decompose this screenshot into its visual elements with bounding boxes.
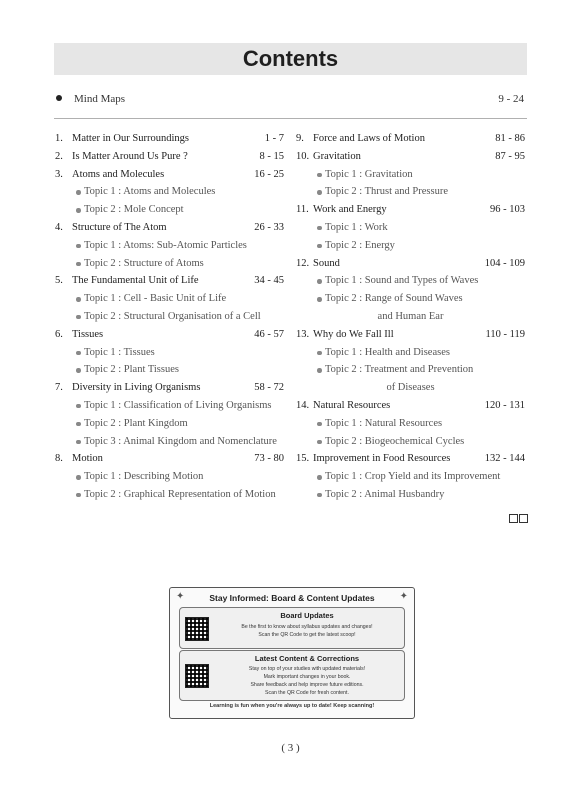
topic-title[interactable]: Topic 1 : Gravitation [325, 168, 413, 180]
board-updates-heading: Board Updates [280, 611, 334, 620]
bullet-icon [76, 440, 81, 445]
latest-content-heading: Latest Content & Corrections [254, 654, 360, 663]
chapter-pages: 8 - 15 [259, 150, 284, 162]
bullet-icon [76, 315, 81, 320]
chapter-number: 13. [296, 328, 310, 340]
bullet-icon [76, 244, 81, 249]
chapter-title[interactable]: Diversity in Living Organisms [72, 382, 201, 394]
chapter-pages: 104 - 109 [484, 257, 525, 269]
topic-title[interactable]: Topic 2 : Animal Husbandry [325, 488, 445, 500]
bullet-icon [317, 190, 322, 195]
chapter-pages: 132 - 144 [484, 453, 525, 465]
bullet-icon [76, 262, 81, 267]
updates-title: Stay Informed: Board & Content Updates [209, 593, 375, 603]
chapter-title[interactable]: Work and Energy [313, 204, 387, 216]
chapter-title[interactable]: Tissues [72, 328, 104, 340]
chapter-title[interactable]: Atoms and Molecules [72, 168, 165, 180]
chapter-pages: 58 - 72 [254, 382, 284, 394]
topic-row [55, 489, 284, 507]
topic-row [55, 311, 284, 329]
topic-row [296, 293, 525, 311]
chapter-number: 6. [55, 328, 63, 340]
chapter-number: 5. [55, 275, 63, 287]
latest-line: Stay on top of your studies with updated materials! [248, 666, 366, 672]
chapter-pages: 26 - 33 [254, 221, 284, 233]
topic-title[interactable]: Topic 1 : Sound and Types of Waves [325, 275, 479, 287]
chapter-row [55, 133, 284, 151]
topic-row [296, 169, 525, 187]
chapter-pages: 34 - 45 [254, 275, 284, 287]
chapter-number: 11. [296, 204, 309, 216]
chapter-pages: 110 - 119 [485, 328, 525, 340]
bullet-icon [317, 279, 322, 284]
topic-title[interactable]: Topic 2 : Thrust and Pressure [325, 186, 449, 198]
topic-title[interactable]: Topic 3 : Animal Kingdom and Nomenclature [84, 435, 277, 447]
topic-continuation [296, 382, 525, 400]
topic-row [296, 364, 525, 382]
bullet-icon [317, 173, 322, 178]
topic-row [55, 400, 284, 418]
topic-continuation-text: and Human Ear [377, 310, 444, 322]
chapter-pages: 81 - 86 [495, 133, 525, 144]
chapter-row [55, 275, 284, 293]
topic-row [296, 240, 525, 258]
topic-continuation [296, 311, 525, 329]
chapter-title[interactable]: Is Matter Around Us Pure ? [72, 150, 188, 162]
topic-row [55, 418, 284, 436]
chapter-number: 4. [55, 221, 63, 233]
bullet-icon [76, 351, 81, 356]
topic-title[interactable]: Topic 1 : Atoms and Molecules [84, 186, 216, 198]
topic-row [55, 258, 284, 276]
bullet-icon [317, 493, 322, 498]
topic-title[interactable]: Topic 2 : Range of Sound Waves [325, 293, 463, 305]
topic-row [296, 275, 525, 293]
chapter-row [55, 222, 284, 240]
bullet-icon [56, 95, 62, 101]
topic-row [55, 186, 284, 204]
updates-footer: Learning is fun when you're always up to date! Keep scanning! [209, 703, 375, 709]
topic-row [296, 471, 525, 489]
chapter-pages: 16 - 25 [254, 168, 284, 180]
chapter-row [296, 400, 525, 418]
bullet-icon [317, 422, 322, 427]
topic-title[interactable]: Topic 1 : Tissues [84, 346, 155, 358]
chapter-number: 1. [55, 133, 63, 144]
contents-title-bar [54, 43, 527, 75]
mind-maps-label: Mind Maps [74, 93, 126, 105]
chapter-number: 15. [296, 453, 310, 465]
chapter-number: 7. [55, 382, 63, 394]
chapter-row [296, 453, 525, 471]
topic-title[interactable]: Topic 2 : Graphical Representation of Motion [84, 488, 276, 500]
end-mark [508, 510, 528, 528]
topic-title[interactable]: Topic 2 : Structure of Atoms [84, 257, 204, 269]
topic-row [55, 471, 284, 489]
chapter-title[interactable]: Motion [72, 453, 103, 465]
updates-box [169, 587, 415, 719]
topic-title[interactable]: Topic 1 : Classification of Living Organisms [84, 399, 272, 411]
chapter-row [296, 133, 525, 151]
chapter-pages: 73 - 80 [254, 453, 284, 465]
chapter-number: 3. [55, 168, 63, 180]
chapter-title[interactable]: The Fundamental Unit of Life [72, 275, 199, 287]
topic-title[interactable]: Topic 1 : Work [325, 221, 388, 233]
topic-row [296, 222, 525, 240]
bullet-icon [76, 493, 81, 498]
topic-row [55, 204, 284, 222]
chapter-title[interactable]: Gravitation [313, 150, 361, 162]
bullet-icon [76, 297, 81, 302]
toc-left-column [55, 133, 284, 507]
bullet-icon [317, 297, 322, 302]
chapter-number: 2. [55, 150, 63, 162]
qr-code[interactable] [185, 664, 209, 688]
board-line: Scan the QR Code to get the latest scoop! [258, 632, 356, 638]
bullet-icon [76, 475, 81, 480]
topic-title[interactable]: Topic 2 : Biogeochemical Cycles [325, 435, 465, 447]
chapter-title[interactable]: Why do We Fall Ill [313, 328, 394, 340]
chapter-row [296, 204, 525, 222]
bullet-icon [317, 368, 322, 373]
chapter-number: 9. [296, 133, 304, 144]
chapter-row [296, 258, 525, 276]
chapter-title[interactable]: Improvement in Food Resources [313, 453, 451, 465]
qr-code[interactable] [185, 617, 209, 641]
bullet-icon [317, 226, 322, 231]
chapter-number: 10. [296, 150, 310, 162]
topic-title[interactable]: Topic 1 : Health and Diseases [325, 346, 450, 358]
board-line: Be the first to know about syllabus updates and changes! [241, 624, 373, 630]
chapter-row [296, 151, 525, 169]
topic-title[interactable]: Topic 1 : Describing Motion [84, 471, 204, 483]
chapter-row [296, 329, 525, 347]
topic-title[interactable]: Topic 2 : Plant Kingdom [84, 417, 188, 429]
bug-icon: ✦ [399, 591, 408, 602]
chapter-number: 12. [296, 257, 310, 269]
rocket-icon: ✦ [176, 591, 185, 602]
topic-continuation-text: of Diseases [386, 382, 435, 394]
mind-maps-pages: 9 - 24 [498, 93, 524, 105]
latest-content-section [179, 650, 405, 701]
chapter-row [55, 169, 284, 187]
chapter-title[interactable]: Sound [313, 257, 340, 269]
latest-line: Share feedback and help improve future editions. [250, 682, 364, 688]
topic-row [296, 489, 525, 507]
chapter-row [55, 329, 284, 347]
chapter-pages: 1 - 7 [264, 133, 284, 144]
topic-title[interactable]: Topic 2 : Structural Organisation of a Cell [84, 310, 261, 322]
chapter-title[interactable]: Natural Resources [313, 399, 391, 411]
topic-row [55, 364, 284, 382]
topic-title[interactable]: Topic 2 : Treatment and Prevention [325, 364, 474, 376]
bullet-icon [317, 440, 322, 445]
topic-row [55, 240, 284, 258]
topic-row [55, 347, 284, 365]
topic-row [55, 436, 284, 454]
bullet-icon [317, 244, 322, 249]
topic-title[interactable]: Topic 2 : Mole Concept [84, 204, 184, 216]
chapter-title[interactable]: Force and Laws of Motion [313, 133, 425, 144]
toc-right-column [296, 133, 525, 507]
topic-row [296, 347, 525, 365]
topic-title[interactable]: Topic 2 : Plant Tissues [84, 364, 179, 376]
topic-title[interactable]: Topic 1 : Natural Resources [325, 417, 443, 429]
chapter-row [55, 382, 284, 400]
topic-row [55, 293, 284, 311]
chapter-number: 14. [296, 399, 310, 411]
topic-title[interactable]: Topic 2 : Energy [325, 239, 395, 251]
divider [54, 118, 527, 119]
chapter-pages: 120 - 131 [484, 399, 525, 411]
chapter-pages: 87 - 95 [495, 150, 525, 162]
bullet-icon [76, 190, 81, 195]
bullet-icon [317, 351, 322, 356]
topic-row [296, 436, 525, 454]
topic-row [296, 418, 525, 436]
latest-line: Mark important changes in your book. [263, 674, 351, 680]
bullet-icon [76, 208, 81, 213]
chapter-row [55, 151, 284, 169]
latest-line: Scan the QR Code for fresh content. [265, 690, 349, 696]
chapter-title[interactable]: Matter in Our Surroundings [72, 133, 189, 144]
topic-title[interactable]: Topic 1 : Crop Yield and its Improvement [325, 471, 501, 483]
bullet-icon [317, 475, 322, 480]
chapter-number: 8. [55, 453, 63, 465]
bullet-icon [76, 404, 81, 409]
bullet-icon [76, 368, 81, 373]
chapter-title[interactable]: Structure of The Atom [72, 221, 167, 233]
topic-title[interactable]: Topic 1 : Cell - Basic Unit of Life [84, 293, 227, 305]
board-updates-section [179, 607, 405, 649]
chapter-row [55, 453, 284, 471]
chapter-pages: 96 - 103 [490, 204, 525, 216]
bullet-icon [76, 422, 81, 427]
chapter-pages: 46 - 57 [254, 328, 284, 340]
topic-title[interactable]: Topic 1 : Atoms: Sub-Atomic Particles [84, 239, 247, 251]
topic-row [296, 186, 525, 204]
page-title: Contents [242, 46, 339, 71]
page-number: ( 3 ) [281, 742, 300, 754]
